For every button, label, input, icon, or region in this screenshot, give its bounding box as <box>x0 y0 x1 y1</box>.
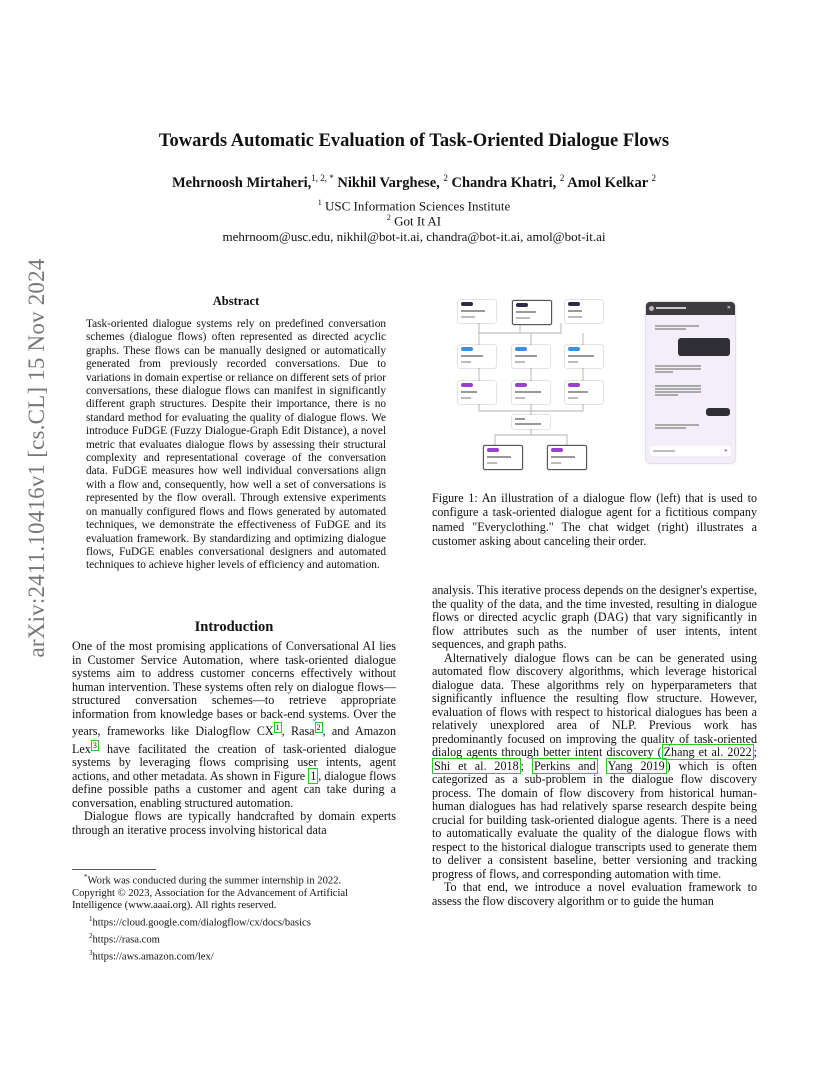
right-paragraph-2 <box>432 652 757 882</box>
affiliation-2 <box>0 213 828 229</box>
bot-message <box>652 322 702 333</box>
user-message <box>706 408 730 416</box>
citation-separator: ; <box>753 745 757 759</box>
right-column-body <box>432 584 757 908</box>
close-icon: ✕ <box>726 305 731 311</box>
author-name: Mehrnoosh Mirtaheri, <box>171 174 312 191</box>
author-affiliation-mark: 2 <box>443 173 448 183</box>
introduction-paragraph-2: Dialogue flows are typically handcrafted by domain experts through an iterative process involving historical data <box>72 809 396 837</box>
footnote-text: Copyright © 2023, Association for the Advancement of Artificial Intelligence (www.aaai.org). All rights reserved. <box>72 887 349 912</box>
abstract-text: Task-oriented dialogue systems rely on predefined conversation schemes (dialogue flows) often represented as directed acyclic graphs. These flows can be manually designed or automatically generated from previously recorded conversations. Due to variations in domain expertise or reliance on different sets of prior conversations, these dialogue flows can manifest in significantly different graph structures. Despite their importance, there is no standard method for evaluating the quality of dialogue flows. We introduce FuDGE (Fuzzy Dialogue-Graph Edit Distance), a novel metric that evaluates dialogue flows by assessing their structural complexity and representational coverage of the conversation data. FuDGE measures how well individual conversations align with a flow and, consequently, how well a set of conversations is represented by the flow overall. Through extensive experiments on manually configured flows and flows generated by automated techniques, we demonstrate the effectiveness of FuDGE and its evaluation framework. By standardizing and optimizing dialogue flows, FuDGE enables conversational designers and automated techniques to achieve higher levels of efficiency and automation. <box>86 318 386 572</box>
flow-node <box>565 300 603 323</box>
footnote-mark: 3 <box>89 948 93 957</box>
flow-node <box>565 345 603 368</box>
author-name: Chandra Khatri, <box>451 174 557 191</box>
footnote-item <box>72 947 396 964</box>
paragraph-text: One of the most promising applications of Conversational AI lies in Customer Service Automation, where task-oriented dialogue systems aim to address customer concerns effectively without human intervention. These systems often rely on dialogue flows—structured conversation schemes—to retrieve appropriate information from knowledge bases or back-end systems. Over the years, frameworks like Dialogflow CX <box>72 639 396 739</box>
introduction-paragraph-1 <box>72 640 396 810</box>
bot-message <box>652 421 702 432</box>
introduction-body <box>72 640 396 837</box>
user-message <box>678 338 730 356</box>
paragraph-text: , Rasa <box>281 724 315 739</box>
affiliation-text: Got It AI <box>394 213 442 229</box>
paragraph-text: Alternatively dialogue flows can be can be generated using automated flow discovery algorithms, which leverage historical dialogue data. These algorithms rely on hyperparameters that significantly influence the resulting flow structure. However, evaluation of flows with respect to historical dialogues has been a relatively unexplored area of NLP. Previous work has predominantly focused on improving the quality of task-oriented dialog agents through better intent discovery ( <box>432 650 757 759</box>
paper-title: Towards Automatic Evaluation of Task-Oriented Dialogue Flows <box>158 131 670 151</box>
footnote-item <box>72 871 396 888</box>
bot-message <box>652 362 704 376</box>
flow-node <box>512 300 552 325</box>
paragraph-text: ) which is often categorized as a sub-problem in the dialogue flow discovery process. The domain of flow discovery from historical human-human dialogues has had relatively sparse research despite being crucial for building task-oriented dialogue agents. There is a need to automatically evaluate the quality of the dialogue flows with respect to the historical dialogue transcripts used to generate them to deliver a consistent baseline, better versioning and tracking progress of flows, and corresponding automation with time. <box>432 758 757 881</box>
author-list <box>0 173 828 192</box>
flow-node <box>512 415 550 429</box>
author-affiliation-mark: 1, 2, * <box>311 173 334 183</box>
author-name: Nikhil Varghese, <box>337 174 440 191</box>
flow-node <box>565 381 603 404</box>
paragraph-text: , and Amazon Lex <box>72 724 396 756</box>
flow-node <box>547 445 587 470</box>
footnotes <box>72 871 396 964</box>
affiliation-1 <box>0 198 828 214</box>
footnote-mark: 2 <box>89 931 93 940</box>
flow-node <box>458 300 496 323</box>
figure-link[interactable]: 1 <box>310 768 317 783</box>
footnote-link-2[interactable]: 2 <box>316 723 321 732</box>
flow-node <box>458 381 496 404</box>
bot-avatar-icon <box>649 306 654 311</box>
footnote-text: Work was conducted during the summer internship in 2022. <box>87 875 342 887</box>
right-paragraph-1: analysis. This iterative process depends on the designer's expertise, the quality of the data, and the time invested, resulting in dialogue flows or directed acyclic graph (DAG) that vary significantly in flow attributes such as the number of user intents, intent sequences, and graph paths. <box>432 583 757 651</box>
citation-link[interactable]: Yang 2019 <box>607 758 665 773</box>
footnote-mark: 1 <box>89 914 93 923</box>
chat-title-placeholder <box>656 307 686 309</box>
author-name: Amol Kelkar <box>567 174 648 191</box>
figure-1-caption: Figure 1: An illustration of a dialogue flow (left) that is used to configure a task-oriented dialogue agent for a fictitious company named "Everyclothing." The chat widget (right) illustrates a customer asking about canceling their order. <box>432 491 757 548</box>
footnote-item <box>72 930 396 947</box>
right-paragraph-3: To that end, we introduce a novel evaluation framework to assess the flow discovery algorithm or to guide the human <box>432 880 757 908</box>
arxiv-identifier <box>22 258 52 658</box>
abstract-heading: Abstract <box>212 294 260 308</box>
citation-link[interactable]: Zhang et al. 2022 <box>663 745 752 759</box>
flow-node <box>483 445 523 470</box>
citation-link[interactable]: Shi et al. 2018 <box>434 758 519 773</box>
introduction-heading: Introduction <box>194 619 274 635</box>
citation-separator: ; <box>520 758 532 773</box>
flow-node <box>512 345 550 368</box>
flow-node <box>458 345 496 368</box>
bot-message <box>652 382 704 399</box>
affiliation-mark: 1 <box>317 198 322 207</box>
author-affiliation-mark: 2 <box>559 173 565 183</box>
arxiv-identifier-text: arXiv:2411.10416v1 [cs.CL] 15 Nov 2024 <box>24 258 49 658</box>
author-emails: mehrnoom@usc.edu, nikhil@bot-it.ai, chandra@bot-it.ai, amol@bot-it.ai <box>222 229 606 244</box>
paragraph-text: have facilitated the creation of task-oriented dialogue systems by leveraging flows comprising user intents, agent actions, and other metadata. As shown in Figure <box>72 741 396 783</box>
paragraph-text: , dialogue flows define possible paths a customer and agent can take during a conversation, enabling structured automation. <box>72 768 397 810</box>
chat-widget-illustration <box>646 302 735 463</box>
footnote-link-1[interactable]: 1 <box>275 723 280 732</box>
affiliation-mark: 2 <box>386 213 391 222</box>
chat-header <box>646 302 735 315</box>
footnote-text[interactable]: https://aws.amazon.com/lex/ <box>92 951 214 963</box>
chat-input <box>650 446 731 456</box>
author-affiliation-mark: 2 <box>651 173 657 183</box>
footnote-link-3[interactable]: 3 <box>92 740 97 750</box>
footnote-divider <box>72 869 156 870</box>
footnote-item <box>72 913 396 930</box>
send-icon: ➤ <box>723 448 728 454</box>
footnote-item <box>72 888 396 913</box>
citation-link[interactable]: Perkins and <box>533 758 596 773</box>
footnote-mark: * <box>84 873 88 881</box>
footnote-text[interactable]: https://cloud.google.com/dialogflow/cx/docs/basics <box>92 917 311 929</box>
flow-node <box>512 381 550 404</box>
footnote-text[interactable]: https://rasa.com <box>92 934 160 946</box>
affiliation-text: USC Information Sciences Institute <box>325 198 511 214</box>
